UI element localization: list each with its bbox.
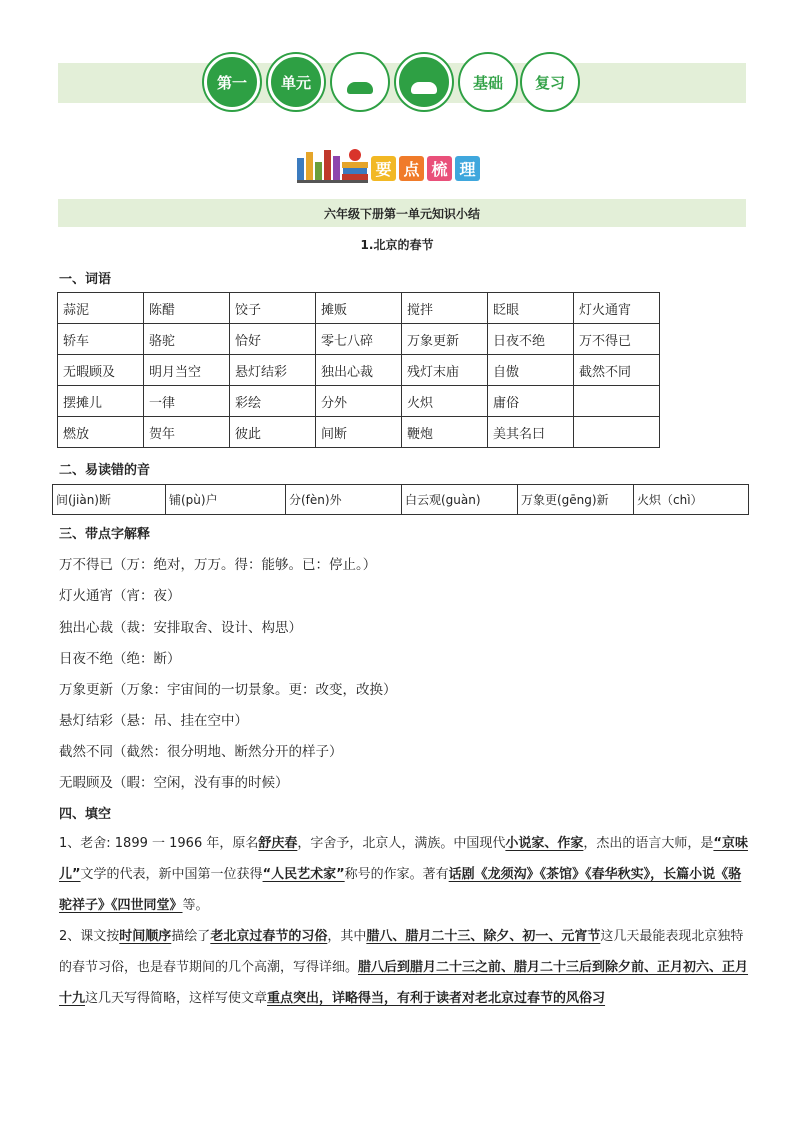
lesson-title: 1.北京的春节 [360,238,434,252]
title-char-3: 梳 [427,156,452,181]
answer-text: 小说家、作家 [505,836,584,851]
vocab-cell: 火炽 [402,386,488,417]
vocab-cell: 贺年 [144,417,230,448]
section-title [297,147,480,183]
vocab-cell: 间断 [316,417,402,448]
section-heading-fill-blank: 四、填空 [59,807,112,822]
unit-badge-2: 单元 [268,54,324,110]
pron-cell: 火炽（chì） [634,485,749,515]
vocab-cell: 自傲 [488,355,574,386]
explanation-line: 灯火通宵（宵：夜） [59,588,181,604]
answer-text: 腊八后到腊月二十三之前、腊月二十三后到除夕前、正月初六、正月十九 [59,960,749,1006]
pron-cell: 间(jiàn)断 [53,485,166,515]
vocab-cell: 一律 [144,386,230,417]
vocab-cell: 骆驼 [144,324,230,355]
vocab-cell: 彼此 [230,417,316,448]
title-char-2: 点 [399,156,424,181]
vocab-cell [574,417,660,448]
table-row [58,293,660,324]
title-char-4: 理 [455,156,480,181]
answer-text: “人民艺术家” [262,867,345,882]
vocab-cell: 搅拌 [402,293,488,324]
answer-text: “京味儿” [59,836,748,882]
text-run: 描绘了 [171,929,211,944]
answer-text: 腊八、腊月二十三、除夕、初一、元宵节 [366,929,601,944]
table-row [53,485,749,515]
section-heading-pronunciation: 二、易读错的音 [59,463,151,478]
vocab-cell: 分外 [316,386,402,417]
vocab-cell: 万象更新 [402,324,488,355]
vocab-cell: 独出心裁 [316,355,402,386]
vocab-cell: 万不得已 [574,324,660,355]
title-char-1: 要 [371,156,396,181]
answer-text: 时间顺序 [119,929,172,944]
vocab-cell: 彩绘 [230,386,316,417]
pronunciation-table [52,484,749,515]
answer-text: 老北京过春节的习俗 [210,929,328,944]
unit-badge-4 [396,54,452,110]
cloud-icon [347,82,373,94]
explanation-line: 悬灯结彩（悬：吊、挂在空中） [59,713,248,729]
text-run: 称号的作家。著有 [344,867,449,882]
fill-blank-paragraph-1 [59,828,749,921]
pron-cell: 万象更(gēng)新 [518,485,634,515]
apple-icon [349,149,361,161]
books-icon [297,146,368,183]
unit-badge-6: 复习 [522,54,578,110]
cloud-icon [411,82,437,94]
vocab-cell: 美其名曰 [488,417,574,448]
vocab-cell: 蒜泥 [58,293,144,324]
fill-blank-paragraph-2 [59,921,749,1014]
answer-text: 舒庆春 [258,836,298,851]
table-row [58,355,660,386]
text-run: ，字舍予，北京人，满族。中国现代 [297,836,506,851]
answer-text: 重点突出，详略得当，有利于读者对老北京过春节的风俗习 [267,991,606,1006]
vocab-cell: 眨眼 [488,293,574,324]
vocab-cell [574,386,660,417]
unit-badge-5: 基础 [460,54,516,110]
pron-cell: 分(fèn)外 [286,485,402,515]
vocab-cell: 悬灯结彩 [230,355,316,386]
unit-badge-3 [332,54,388,110]
vocab-cell: 摊贩 [316,293,402,324]
text-run: 等。 [182,898,209,913]
vocab-cell: 恰好 [230,324,316,355]
vocab-cell: 截然不同 [574,355,660,386]
vocab-cell: 残灯末庙 [402,355,488,386]
text-run: 这几天最能表现北京独特的春节习俗，也是春节期间的几个高潮，写得详细。 [59,929,744,975]
answer-text: 话剧《龙须沟》《茶馆》《春华秋实》，长篇小说《骆驼祥子》《四世同堂》 [59,867,742,913]
vocab-cell: 轿车 [58,324,144,355]
table-row [58,324,660,355]
table-row [58,417,660,448]
explanation-line: 万不得已（万：绝对，万万。得：能够。已：停止。） [59,557,377,573]
vocab-cell: 陈醋 [144,293,230,324]
vocab-cell: 明月当空 [144,355,230,386]
explanation-line: 独出心裁（裁：安排取舍、设计、构思） [59,620,302,636]
table-row [58,386,660,417]
pron-cell: 铺(pù)户 [166,485,286,515]
vocab-cell: 鞭炮 [402,417,488,448]
pron-cell: 白云观(guàn) [402,485,518,515]
explanation-line: 万象更新（万象：宇宙间的一切景象。更：改变，改换） [59,682,397,698]
section-heading-vocab: 一、词语 [59,272,112,287]
vocab-table [57,292,660,448]
vocab-cell: 灯火通宵 [574,293,660,324]
explanation-line: 截然不同（截然：很分明地、断然分开的样子） [59,744,343,760]
unit-badge-1: 第一 [204,54,260,110]
vocab-cell: 摆摊儿 [58,386,144,417]
explanation-line: 无暇顾及（暇：空闲，没有事的时候） [59,775,289,791]
text-run: 文学的代表，新中国第一位获得 [80,867,263,882]
vocab-cell: 饺子 [230,293,316,324]
explanation-line: 日夜不绝（绝：断） [59,651,181,667]
vocab-cell: 零七八碎 [316,324,402,355]
text-run: ，其中 [327,929,367,944]
text-run: ，杰出的语言大师，是 [583,836,714,851]
text-run: 2、课文按 [59,929,120,944]
vocab-cell: 燃放 [58,417,144,448]
section-heading-explanation: 三、带点字解释 [59,527,151,542]
vocab-cell: 无暇顾及 [58,355,144,386]
subtitle-band: 六年级下册第一单元知识小结 [58,199,746,227]
text-run: 这几天写得简略，这样写使文章 [85,991,268,1006]
vocab-cell: 庸俗 [488,386,574,417]
text-run: 1、老舍: 1899 一 1966 年，原名 [59,836,259,851]
vocab-cell: 日夜不绝 [488,324,574,355]
